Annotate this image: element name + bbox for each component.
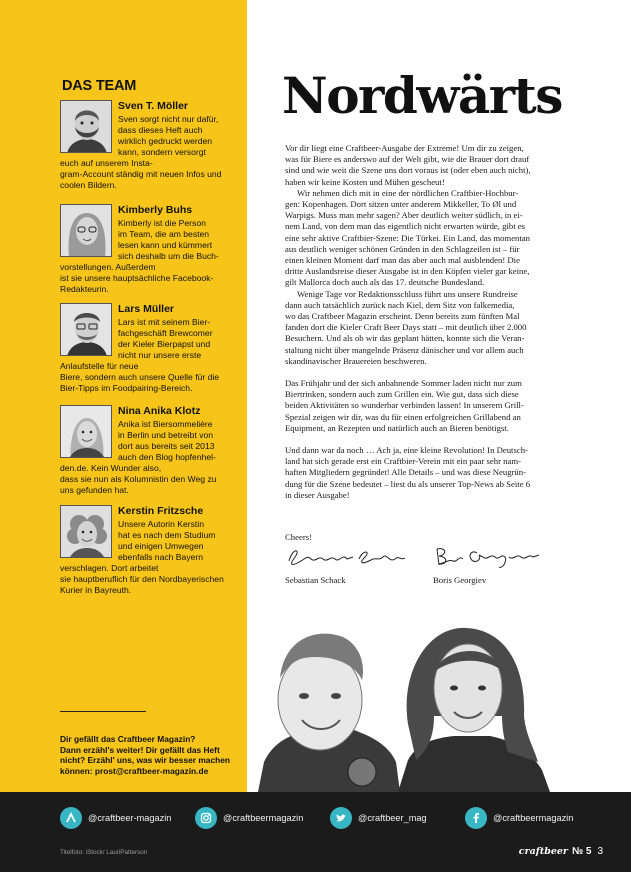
member-bio-line: auch den Blog hopfenhel-: [118, 452, 216, 462]
social-handle: @craftbeermagazin: [223, 813, 304, 823]
member-name: Sven T. Möller: [118, 100, 189, 112]
signature-name-georgiev: Boris Georgiev: [433, 575, 487, 585]
page-folio: [519, 846, 603, 857]
member-bio-line: gram-Account ständig mit neuen Infos und: [60, 169, 222, 179]
member-photo: [60, 505, 112, 558]
article-line: Spezial zeigen wir dir, was du für einen erfolgreichen Grillabend an: [285, 411, 521, 422]
social-link[interactable]: [60, 806, 171, 830]
team-title: DAS TEAM: [62, 78, 137, 94]
team-member: [60, 100, 240, 191]
feedback-line: Dann erzähl's weiter! Dir gefällt das Heft: [60, 744, 220, 755]
member-bio-line: lesen kann und kümmert: [118, 240, 213, 250]
member-bio-line: Anika ist Biersommelière: [118, 419, 213, 429]
feedback-note: [60, 734, 242, 776]
social-link[interactable]: [465, 806, 573, 830]
article-line: was für Biere es anderswo auf der Welt gibt, wie die Brauer dort drauf: [285, 154, 530, 165]
article-line: Das Frühjahr und der sich anbahnende Sommer laden nicht nur zum: [285, 378, 522, 389]
signature-georgiev: [433, 543, 548, 571]
editorial-text: [285, 143, 610, 501]
social-link[interactable]: [330, 806, 427, 830]
member-bio-line: Sven sorgt nicht nur dafür,: [118, 114, 219, 124]
member-bio-line: nicht nur unsere erste: [118, 350, 202, 360]
member-bio-line: dort aus bereits seit 2013: [118, 441, 215, 451]
article-paragraph: [285, 289, 610, 367]
member-bio-line: kann, sondern versorgt: [118, 147, 206, 157]
article-line: land hat sich gerade erst ein Craftbier-Verein mit ein paar sehr nam-: [285, 456, 521, 467]
social-link[interactable]: [195, 806, 303, 830]
feedback-line: Dir gefällt das Craftbeer Magazin?: [60, 734, 196, 744]
member-bio-line: Lars ist mit seinem Bier-: [118, 317, 211, 327]
member-bio-line: verschlagen. Dort arbeitet: [60, 563, 159, 573]
member-photo: [60, 204, 112, 257]
member-name: Lars Müller: [118, 303, 175, 315]
member-bio-line: uns gefunden hat.: [60, 485, 129, 495]
article-line: aus deutlich weniger schönen Gründen in den Schlagzeilen ist – für: [285, 243, 520, 254]
article-line: dung für die Szene bedeutet – liest du als unserer Top-News ab Seite 6: [285, 478, 531, 489]
feedback-line: nicht? Erzähl' uns, was wir besser machen: [60, 755, 231, 766]
member-bio-line: sie hauptberuflich für den Nordbayerischen: [60, 574, 224, 584]
article-paragraph: [285, 188, 610, 289]
team-member: [60, 303, 240, 394]
article-line: dann auch tatsächlich zurück nach Kiel, dem Sitz von falkemedia,: [285, 299, 515, 310]
article-line: Warpigs. Muss man mehr sagen? Aber deutlich weiter südlich, in ei-: [285, 210, 523, 221]
article-line: wo das Craftbeer Magazin erscheint. Denn bereits zum fünften Mal: [285, 311, 520, 322]
member-bio-line: euch auf unserem Insta-: [60, 158, 153, 168]
page-number: 3: [597, 846, 603, 857]
article-line: skandinavischer Brauereien beschweren.: [285, 355, 427, 366]
article-line: fanden dort die Kieler Craft Beer Days statt – mit deutlich über 2.000: [285, 322, 527, 333]
member-bio-line: Biere, sondern auch unsere Quelle für die: [60, 372, 220, 382]
member-bio-line: dass dieses Heft auch: [118, 125, 203, 135]
article-line: Wenige Tage vor Redaktionsschluss führt uns unsere Rundreise: [297, 288, 518, 299]
member-bio-line: vorstellungen. Außerdem: [60, 262, 156, 272]
member-name: Nina Anika Klotz: [118, 405, 201, 417]
signature-name-schack: Sebastian Schack: [285, 575, 346, 585]
social-handle: @craftbeer-magazin: [88, 813, 172, 823]
twitter-icon: [330, 807, 352, 829]
magazine-name: craftbeer: [518, 846, 568, 857]
member-bio-line: Redakteurin.: [60, 284, 109, 294]
social-handle: @craftbeer_mag: [358, 813, 427, 823]
divider: [60, 711, 146, 712]
article-line: in dieser Ausgabe!: [285, 489, 350, 500]
article-line: gilt Mallorca doch auch als das 17. deutsche Bundesland.: [285, 277, 485, 288]
article-headline: Nordwärts: [282, 66, 562, 125]
article-line: staltung nicht über mangelnde Präsenz dänischer und vor allem auch: [285, 344, 524, 355]
team-member: [60, 204, 240, 295]
article-line: Und dann war da noch … Ach ja, eine kleine Revolution! In Deutsch-: [285, 445, 528, 456]
editors-photo: [258, 612, 550, 792]
article-line: gen: Kopenhagen. Dort sitzen unter anderem Mikkeller, To Øl und: [285, 199, 517, 210]
social-handle: @craftbeermagazin: [493, 813, 574, 823]
member-bio-line: Bier-Tipps im Foodpairing-Bereich.: [60, 383, 193, 393]
article-line: einen kleinen Moment darf man das aber auch mal ausblenden! Die: [285, 255, 520, 266]
feedback-line: können: prost@craftbeer-magazin.de: [60, 765, 209, 776]
member-bio-line: Anlaufstelle für neue: [60, 361, 139, 371]
article-line: Besuchern. Und als ob wir das geplant hätten, konnte sich die Veran-: [285, 333, 525, 344]
article-line: Equipment, an Rezepten und natürlich auch an Bieren benötigst.: [285, 422, 509, 433]
member-bio-line: Unsere Autorin Kerstin: [118, 519, 204, 529]
member-photo: [60, 405, 112, 458]
article-line: dritte Auslandsreise dieser Ausgabe ist in den Köpfen vieler gar keine,: [285, 266, 530, 277]
instagram-icon: [195, 807, 217, 829]
photo-credit: Titelfoto: iStock/ LauriPatterson: [60, 849, 148, 856]
page-footer: [0, 792, 631, 872]
member-bio-line: ebenfalls nach Bayern: [118, 552, 204, 562]
member-bio-line: der Kieler Bierpapst und: [118, 339, 211, 349]
member-name: Kerstin Fritzsche: [118, 505, 204, 517]
member-bio-line: coolen Bildern.: [60, 180, 117, 190]
article-paragraph: [285, 378, 610, 434]
facebook-icon: [465, 807, 487, 829]
member-bio-line: Kimberly ist die Person: [118, 218, 206, 228]
member-bio-line: wirklich gedruckt werden: [118, 136, 213, 146]
team-member: [60, 405, 240, 496]
article-line: Vor dir liegt eine Craftbeer-Ausgabe der Extreme! Um dir zu zeigen,: [285, 143, 524, 153]
member-bio-line: den.de. Kein Wunder also,: [60, 463, 162, 473]
article-line: haben wir keine Kosten und Mühen gescheut!: [285, 176, 445, 187]
article-line: Biertrinken, sondern auch zum Grillen ein. Wie gut, dass sich diese: [285, 389, 519, 400]
signature-schack: [285, 543, 410, 571]
member-bio-line: und einigen Umwegen: [118, 541, 204, 551]
member-bio-line: hat es nach dem Studium: [118, 530, 216, 540]
article-line: beiden Aktivitäten so wunderbar verbinden lassen! In unserem Grill-: [285, 400, 524, 411]
member-name: Kimberly Buhs: [118, 204, 193, 216]
member-bio-line: Kurier in Bayreuth.: [60, 585, 132, 595]
member-photo: [60, 100, 112, 153]
closing-greeting: Cheers!: [285, 532, 313, 542]
article-paragraph: [285, 143, 610, 188]
member-bio-line: dass sie nun als Kolumnistin den Weg zu: [60, 474, 217, 484]
member-bio-line: im Team, die am besten: [118, 229, 210, 239]
member-bio-line: ist sie unsere hauptsächliche Facebook-: [60, 273, 214, 283]
issue-number: № 5: [571, 846, 592, 857]
article-paragraph: [285, 445, 610, 501]
member-photo: [60, 303, 112, 356]
untappd-icon: [60, 807, 82, 829]
member-bio-line: fachgeschäft Brewcomer: [118, 328, 213, 338]
member-bio-line: sich deshalb um die Buch-: [118, 251, 219, 261]
article-line: nem Land, von dem man das eigentlich nicht erwarten würde, gibt es: [285, 221, 526, 232]
team-member: [60, 505, 240, 596]
article-line: sind und wie weit die Szene uns dort voraus ist (oder eben auch nicht),: [285, 165, 531, 176]
article-line: haften Mitgliedern gegründet! Alle Details – und was diese Neugrün-: [285, 467, 527, 478]
article-line: eine sehr aktive Craftbier-Szene: Die Türkei. Ein Land, das momentan: [285, 232, 531, 243]
article-line: Wir nehmen dich mit in eine der nördlichen Craftbier-Hochbur-: [297, 187, 519, 198]
member-bio-line: in Berlin und betreibt von: [118, 430, 214, 440]
